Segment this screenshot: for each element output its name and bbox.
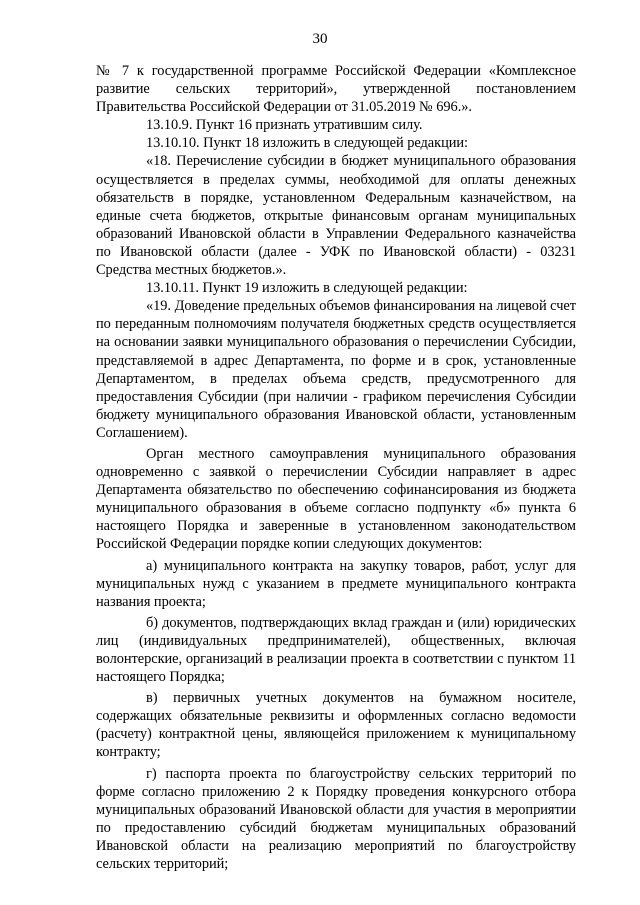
list-item-b: б) документов, подтверждающих вклад граждан и (или) юридических лиц (индивидуальных предпринимателей), общественных, включая волонтерские, организаций в реализации проекта в соответствии с пунктом 11 настоящего Порядка; bbox=[96, 614, 576, 686]
paragraph-13-10-11: 13.10.11. Пункт 19 изложить в следующей редакции: bbox=[146, 280, 468, 297]
list-item-g: г) паспорта проекта по благоустройству сельских территорий по форме согласно приложению 2 к Порядку проведения конкурсного отбора муниципальных образований Ивановской области для участия в мероприятии по предоставлению субсидий бюджетам муниципальных образований Ивановской области на реализацию мероприятий по благоустройству сельских территорий; bbox=[96, 765, 576, 873]
paragraph-point-18: «18. Перечисление субсидии в бюджет муниципального образования осуществляется в пределах суммы, необходимой для оплаты денежных обязательств в порядке, установленном Федеральным казначейством, на единые счета бюджетов, открытые финансовым органам муниципальных образований Ивановской области в Управлении Федерального казначейства по Ивановской области (далее - УФК по Ивановской области) - 03231 Средства местных бюджетов.». bbox=[96, 153, 576, 279]
paragraph-13-10-9: 13.10.9. Пункт 16 признать утратившим силу. bbox=[146, 117, 423, 134]
page-number: 30 bbox=[312, 31, 328, 47]
list-item-a: а) муниципального контракта на закупку товаров, работ, услуг для муниципальных нужд с указанием в предмете муниципального контракта названия проекта; bbox=[96, 557, 576, 610]
list-item-v: в) первичных учетных документов на бумажном носителе, содержащих обязательные реквизиты и оформленных согласно ведомости (расчету) контрактной цены, являющейся приложением к муниципальному контракту; bbox=[96, 690, 576, 761]
paragraph-point-19: «19. Доведение предельных объемов финансирования на лицевой счет по переданным полномочиям получателя бюджетных средств осуществляется на основании заявки муниципального образования о перечислении Субсидии, представляемой в адрес Департамента, по форме и в срок, установленные Департаментом, в пределах объема средств, предусмотренного для предоставления Субсидии (при наличии - графиком перечисления Субсидии бюджету муниципального образования Ивановской области, установленным Соглашением). bbox=[96, 298, 576, 441]
paragraph-local-authority: Орган местного самоуправления муниципального образования одновременно с заявкой о перечислении Субсидии направляет в адрес Департамента обязательство по обеспечению софинансирования из бюджета муниципального образования в объеме согласно подпункту «б» пункта 6 настоящего Порядка и заверенные в установленном законодательством Российской Федерации порядке копии следующих документов: bbox=[96, 445, 576, 553]
document-body bbox=[96, 62, 576, 873]
paragraph-continuation: № 7 к государственной программе Российской Федерации «Комплексное развитие сельских территорий», утвержденной постановлением Правительства Российской Федерации от 31.05.2019 № 696.». bbox=[96, 63, 576, 116]
paragraph-13-10-10: 13.10.10. Пункт 18 изложить в следующей редакции: bbox=[146, 135, 468, 152]
